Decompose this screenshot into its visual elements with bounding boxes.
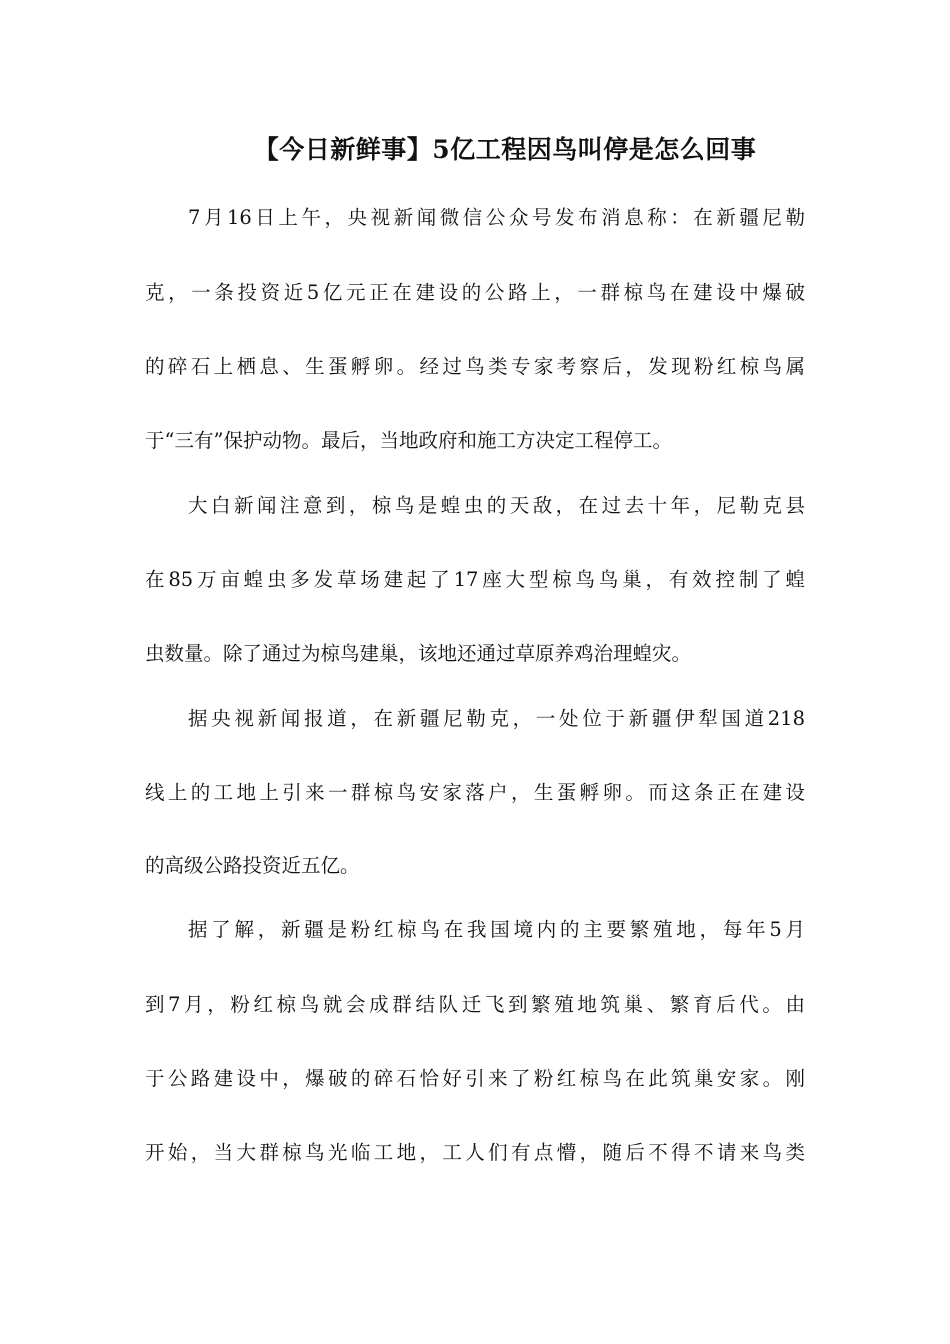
- paragraph-line: 开始，当大群椋鸟光临工地，工人们有点懵，随后不得不请来鸟类: [145, 1141, 805, 1164]
- paragraph-line: 虫数量。除了通过为椋鸟建巢，该地还通过草原养鸡治理蝗灾。: [145, 642, 692, 665]
- paragraph-line: 据了解，新疆是粉红椋鸟在我国境内的主要繁殖地，每年5月: [188, 918, 805, 941]
- paragraph-line: 据央视新闻报道，在新疆尼勒克，一处位于新疆伊犁国道218: [188, 707, 805, 730]
- paragraph-line: 的碎石上栖息、生蛋孵卵。经过鸟类专家考察后，发现粉红椋鸟属: [145, 355, 805, 378]
- paragraph-line: 克，一条投资近5亿元正在建设的公路上，一群椋鸟在建设中爆破: [145, 281, 805, 304]
- paragraph-line: 7月16日上午，央视新闻微信公众号发布消息称：在新疆尼勒: [188, 206, 805, 229]
- paragraph-line: 大白新闻注意到，椋鸟是蝗虫的天敌，在过去十年，尼勒克县: [188, 494, 805, 517]
- paragraph-line: 于“三有”保护动物。最后，当地政府和施工方决定工程停工。: [145, 429, 672, 452]
- paragraph-line: 到7月，粉红椋鸟就会成群结队迁飞到繁殖地筑巢、繁育后代。由: [145, 993, 805, 1016]
- page-title: 【今日新鲜事】5亿工程因鸟叫停是怎么回事: [253, 135, 757, 164]
- paragraph-line: 在85万亩蝗虫多发草场建起了17座大型椋鸟鸟巢，有效控制了蝗: [145, 568, 805, 591]
- paragraph-line: 于公路建设中，爆破的碎石恰好引来了粉红椋鸟在此筑巢安家。刚: [145, 1067, 805, 1090]
- paragraph-line: 的高级公路投资近五亿。: [145, 854, 360, 877]
- paragraph-line: 线上的工地上引来一群椋鸟安家落户，生蛋孵卵。而这条正在建设: [145, 781, 805, 804]
